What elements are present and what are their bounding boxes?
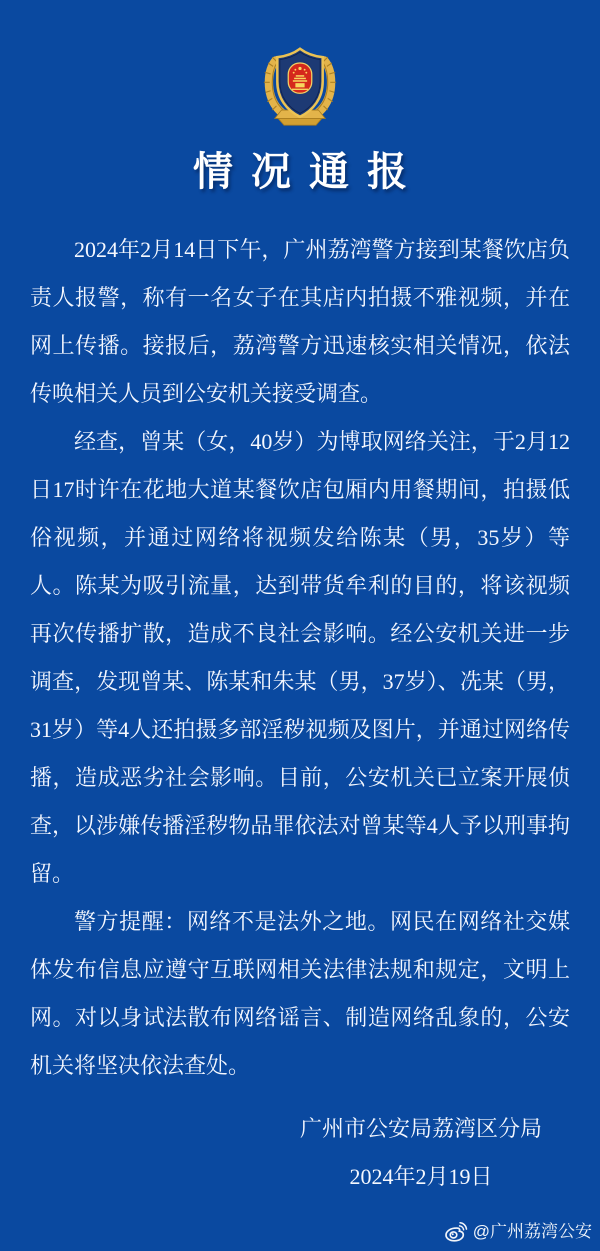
police-badge-icon — [258, 40, 342, 128]
police-badge-emblem — [0, 40, 600, 128]
signature-block — [300, 1105, 542, 1201]
paragraph-police-reminder: 警方提醒：网络不是法外之地。网民在网络社交媒体发布信息应遵守互联网相关法律法规和规定，文明上网。对以身试法散布网络谣言、制造网络乱象的，公安机关将坚决依法查处。 — [30, 909, 570, 1078]
page-title: 情况通报 — [193, 149, 425, 194]
notice-body — [0, 226, 600, 1090]
weibo-watermark — [444, 1220, 592, 1244]
issue-date: 2024年2月19日 — [349, 1164, 493, 1189]
weibo-account-handle: @广州荔湾公安 — [472, 1222, 592, 1241]
paragraph-incident-report: 2024年2月14日下午，广州荔湾警方接到某餐饮店负责人报警，称有一名女子在其店内拍摄不雅视频，并在网上传播。接报后，荔湾警方迅速核实相关情况，依法传唤相关人员到公安机关接受调查。 — [30, 237, 570, 406]
issuing-authority: 广州市公安局荔湾区分局 — [299, 1116, 542, 1141]
weibo-icon — [444, 1220, 468, 1244]
paragraph-investigation-findings: 经查，曾某（女，40岁）为博取网络关注，于2月12日17时许在花地大道某餐饮店包厢内用餐期间，拍摄低俗视频，并通过网络将视频发给陈某（男，35岁）等人。陈某为吸引流量，达到带货牟利的目的，将该视频再次传播扩散，造成不良社会影响。经公安机关进一步调查，发现曾某、陈某和朱某（男，37岁）、冼某（男，31岁）等4人还拍摄多部淫秽视频及图片，并通过网络传播，造成恶劣社会影响。目前，公安机关已立案开展侦查，以涉嫌传播淫秽物品罪依法对曾某等4人予以刑事拘留。 — [30, 429, 570, 886]
